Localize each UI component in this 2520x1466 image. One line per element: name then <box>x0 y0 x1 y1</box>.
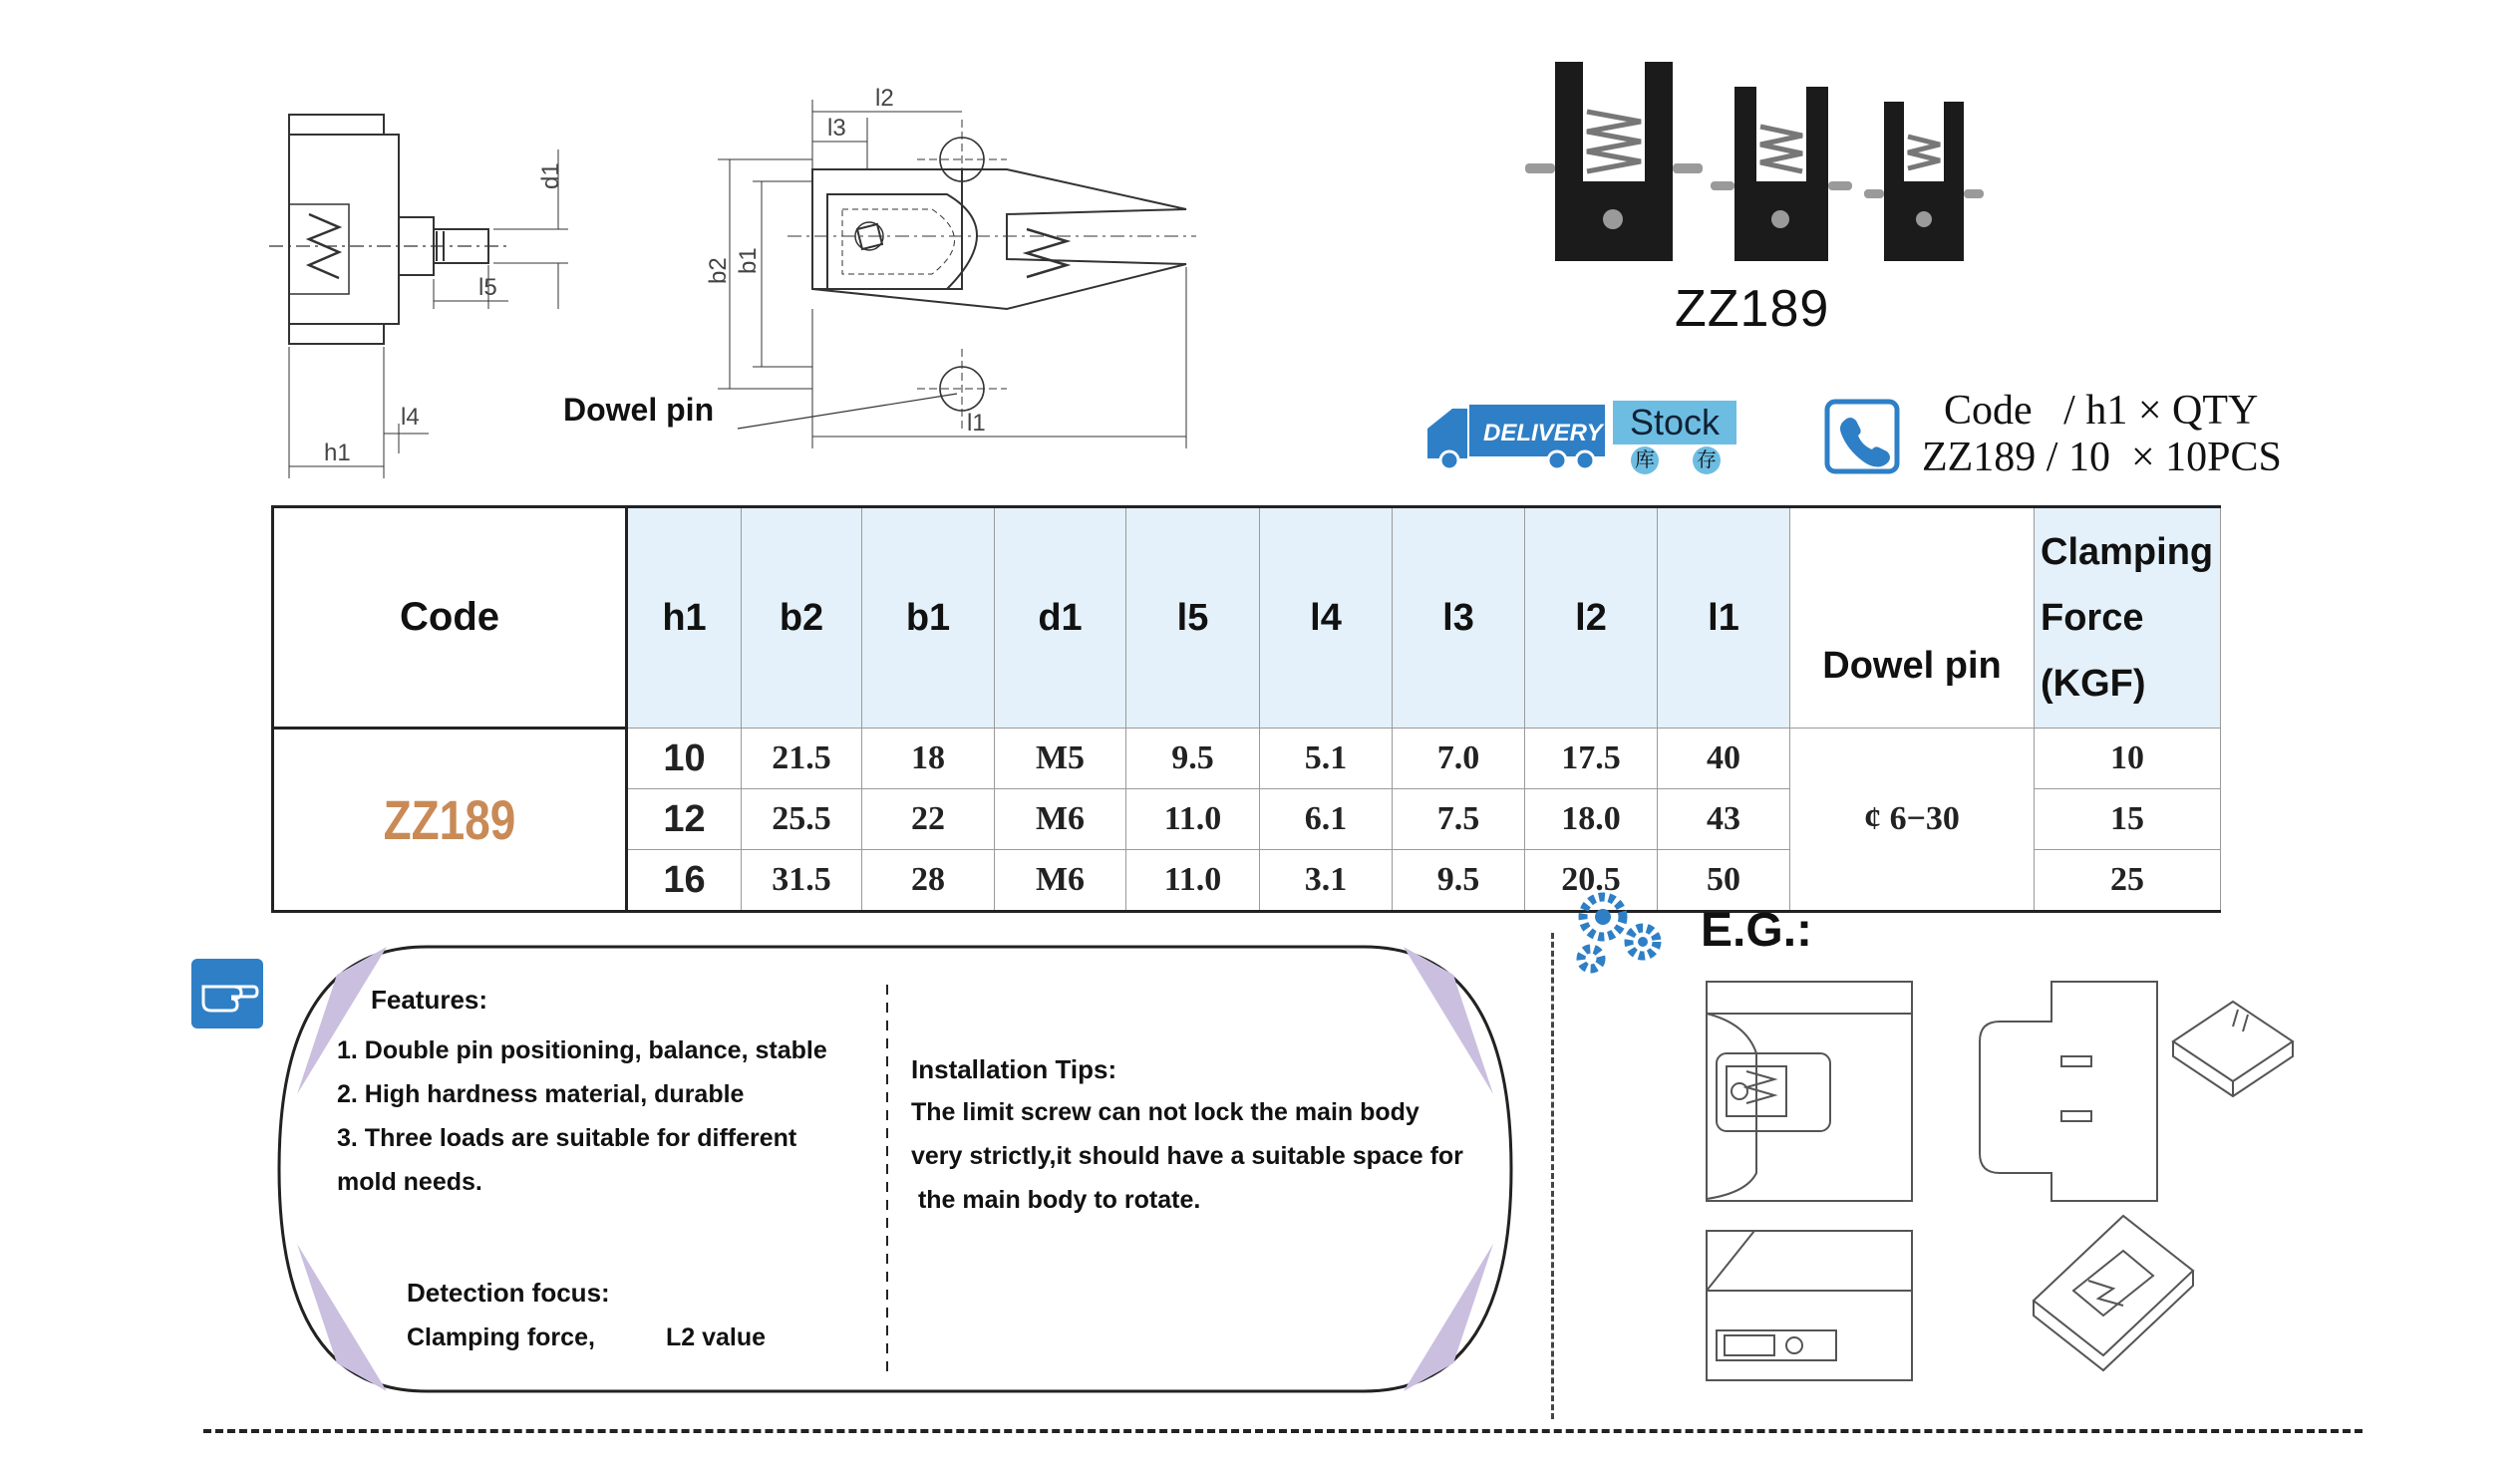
dim-label-d1: d1 <box>537 162 564 189</box>
dim-label-l1: l1 <box>967 410 986 437</box>
code-cell: ZZ189 <box>273 729 627 912</box>
dim-label-l2: l2 <box>875 85 894 112</box>
cell-d1: M5 <box>995 729 1126 789</box>
header-l5: l5 <box>1126 507 1260 729</box>
cell-l5: 11.0 <box>1126 850 1260 912</box>
cell-d1: M6 <box>995 789 1126 850</box>
product-photo <box>1525 52 2004 271</box>
header-l3: l3 <box>1393 507 1525 729</box>
example-label: E.G.: <box>1701 904 1813 957</box>
feature-item: 3. Three loads are suitable for different <box>337 1124 797 1152</box>
cell-l5: 9.5 <box>1126 729 1260 789</box>
cell-l5: 11.0 <box>1126 789 1260 850</box>
header-l1: l1 <box>1658 507 1790 729</box>
cell-force: 25 <box>2035 850 2221 912</box>
stock-badge <box>1613 401 1736 474</box>
feature-item: 1. Double pin positioning, balance, stable <box>337 1036 827 1064</box>
cell-l3: 7.5 <box>1393 789 1525 850</box>
header-b2: b2 <box>742 507 862 729</box>
header-l4: l4 <box>1260 507 1393 729</box>
cell-dowel-pin: ¢ 6−30 <box>1790 729 2035 912</box>
cell-d1: M6 <box>995 850 1126 912</box>
cell-l4: 6.1 <box>1260 789 1393 850</box>
section-divider <box>1551 933 1554 1419</box>
cell-b1: 28 <box>862 850 995 912</box>
cell-h1: 10 <box>627 729 742 789</box>
cell-h1: 16 <box>627 850 742 912</box>
install-line: The limit screw can not lock the main body <box>911 1098 1419 1126</box>
cell-l1: 43 <box>1658 789 1790 850</box>
dowel-pin-label: Dowel pin <box>563 392 715 428</box>
cell-force: 15 <box>2035 789 2221 850</box>
header-d1: d1 <box>995 507 1126 729</box>
dim-label-h1: h1 <box>324 440 351 466</box>
page-footer-divider <box>203 1429 2362 1433</box>
detection-item-a: Clamping force, <box>407 1323 595 1351</box>
header-clamping-force: Clamping Force (KGF) <box>2035 507 2221 729</box>
cell-force: 10 <box>2035 729 2221 789</box>
order-example-header: Code / h1 × QTY <box>1944 388 2259 434</box>
dim-label-b2: b2 <box>705 257 732 284</box>
stock-text: Stock <box>1613 401 1736 444</box>
dim-label-l3: l3 <box>827 115 846 142</box>
cell-l4: 5.1 <box>1260 729 1393 789</box>
order-example-value: ZZ189 / 10 × 10PCS <box>1922 435 2282 480</box>
stock-cn-2: 存 <box>1693 446 1721 474</box>
cell-b2: 21.5 <box>742 729 862 789</box>
feature-item: 2. High hardness material, durable <box>337 1080 745 1108</box>
product-title: ZZ189 <box>1675 280 1830 338</box>
cell-b1: 18 <box>862 729 995 789</box>
cell-l1: 50 <box>1658 850 1790 912</box>
detection-title: Detection focus: <box>407 1278 610 1308</box>
delivery-text: DELIVERY <box>1483 420 1603 446</box>
cell-b1: 22 <box>862 789 995 850</box>
cell-l2: 17.5 <box>1525 729 1658 789</box>
phone-icon <box>1824 399 1900 474</box>
dim-label-l5: l5 <box>478 274 497 301</box>
cell-l3: 7.0 <box>1393 729 1525 789</box>
example-drawings <box>1695 972 2353 1390</box>
header-code: Code <box>273 507 627 729</box>
cell-b2: 31.5 <box>742 850 862 912</box>
stock-cn-1: 库 <box>1631 446 1659 474</box>
dim-label-b1: b1 <box>735 247 762 274</box>
cell-h1: 12 <box>627 789 742 850</box>
cell-l2: 18.0 <box>1525 789 1658 850</box>
table-row <box>273 729 2221 789</box>
feature-item: mold needs. <box>337 1168 482 1196</box>
delivery-truck-badge <box>1427 399 1607 478</box>
gears-icon <box>1573 887 1663 977</box>
install-line: the main body to rotate. <box>911 1186 1201 1214</box>
install-line: very strictly,it should have a suitable space for <box>911 1142 1463 1170</box>
detection-item-b: L2 value <box>666 1323 767 1351</box>
header-h1: h1 <box>627 507 742 729</box>
features-title: Features: <box>371 985 488 1015</box>
cell-l3: 9.5 <box>1393 850 1525 912</box>
cell-b2: 25.5 <box>742 789 862 850</box>
header-dowel-pin: Dowel pin <box>1790 507 2035 729</box>
dim-label-l4: l4 <box>401 404 420 431</box>
spec-table <box>271 505 2221 913</box>
hand-pointer-icon <box>191 959 263 1028</box>
cell-l2: 20.5 <box>1525 850 1658 912</box>
cell-l1: 40 <box>1658 729 1790 789</box>
cell-l4: 3.1 <box>1260 850 1393 912</box>
header-l2: l2 <box>1525 507 1658 729</box>
header-b1: b1 <box>862 507 995 729</box>
install-title: Installation Tips: <box>911 1054 1117 1084</box>
technical-drawing <box>269 70 1226 488</box>
